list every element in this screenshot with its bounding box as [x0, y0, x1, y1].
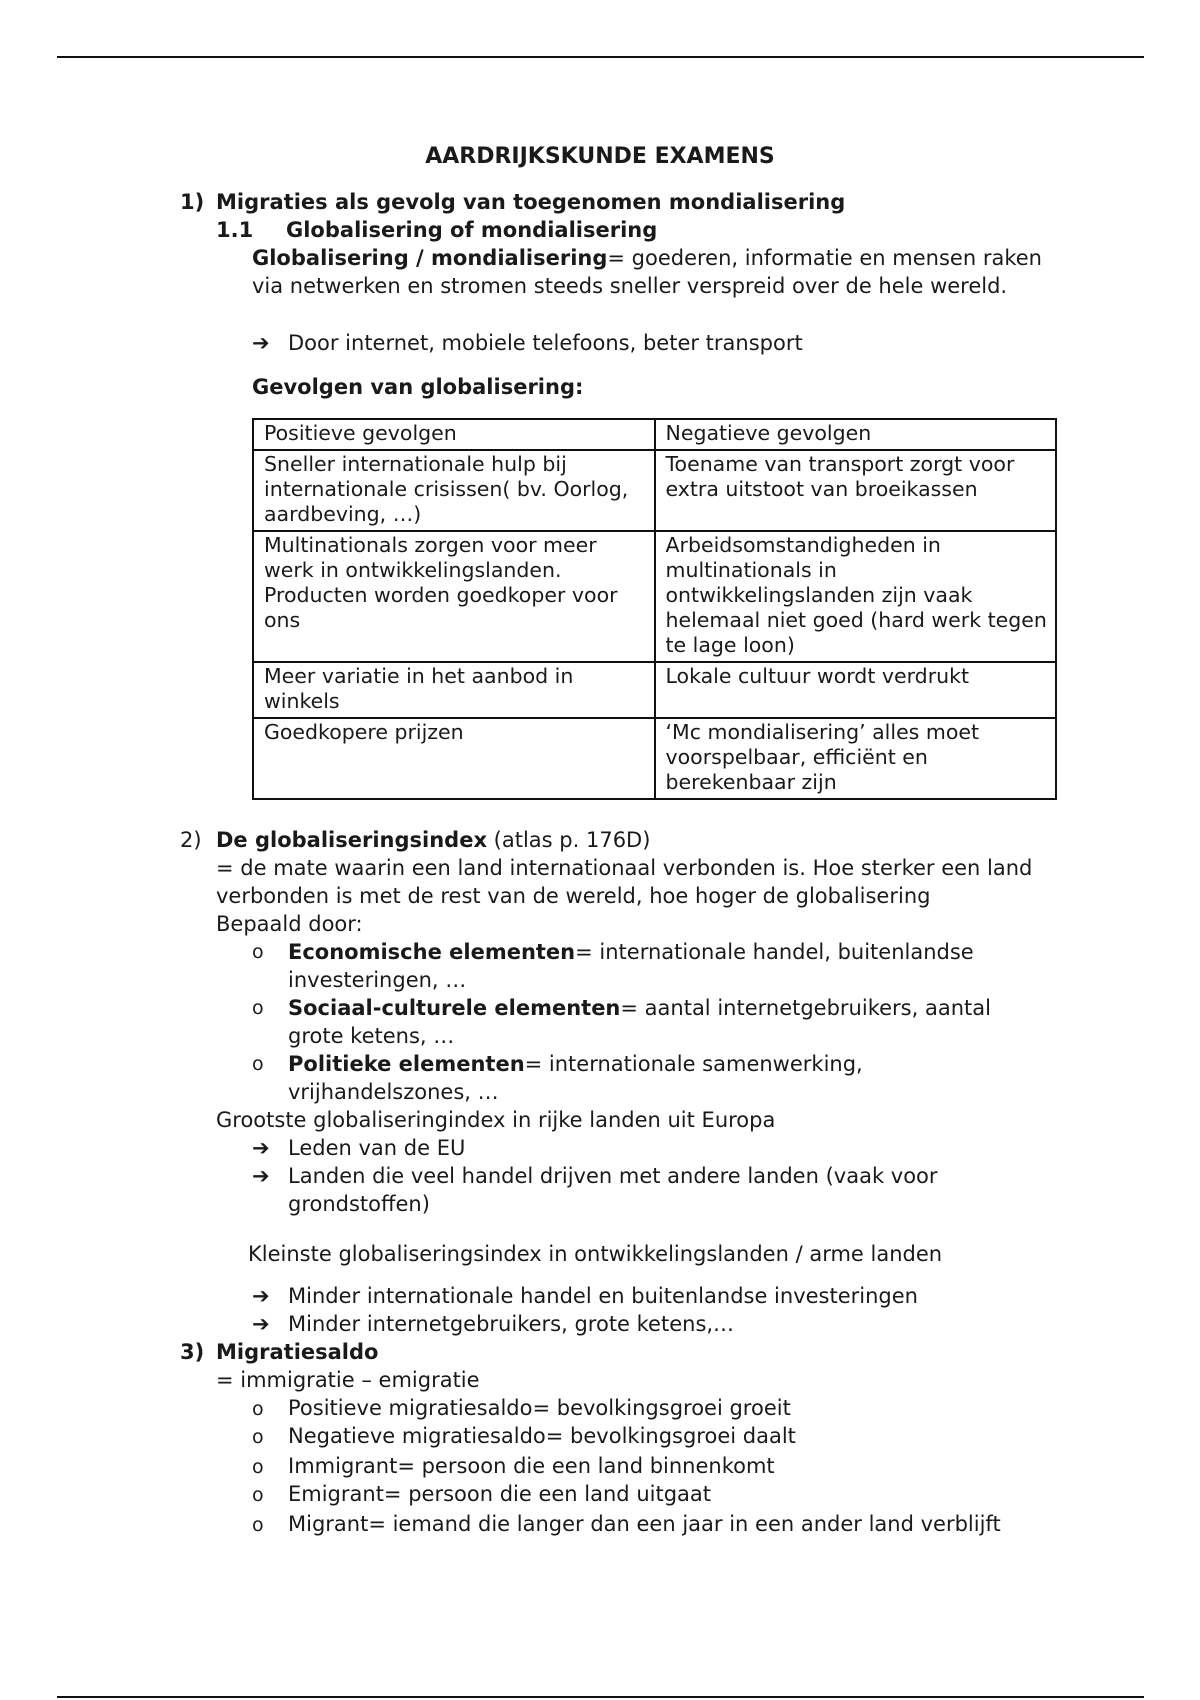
- list-item: [252, 938, 1052, 994]
- bullet-icon: o: [252, 1426, 264, 1448]
- table-cell: Meer variatie in het aanbod in winkels: [253, 662, 655, 718]
- section-3-number: 3): [180, 1340, 205, 1364]
- list-item-text: Minder internetgebruikers, grote ketens,…: [288, 1312, 735, 1336]
- table-header-row: [253, 419, 1056, 450]
- page-title: AARDRIJKSKUNDE EXAMENS: [425, 144, 775, 169]
- smallest-index-text: Kleinste globaliseringsindex in ontwikkelingslanden / arme landen: [248, 1242, 943, 1266]
- table-cell: Toename van transport zorgt voor extra uitstoot van broeikassen: [655, 450, 1057, 531]
- list-item-text: Leden van de EU: [288, 1136, 466, 1160]
- table-row: [253, 662, 1056, 718]
- table-cell: Goedkopere prijzen: [253, 718, 655, 799]
- globalisation-definition: [252, 244, 1052, 300]
- list-item-text: Minder internationale handel en buitenlandse investeringen: [288, 1284, 918, 1308]
- list-item: [252, 1162, 1002, 1218]
- section-1-heading: Migraties als gevolg van toegenomen mondialisering: [216, 190, 846, 214]
- bullet-icon: o: [252, 1514, 264, 1536]
- bullet-icon: o: [252, 1398, 264, 1420]
- table-cell: Lokale cultuur wordt verdrukt: [655, 662, 1057, 718]
- table-row: [253, 450, 1056, 531]
- section-3-heading: Migratiesaldo: [216, 1340, 379, 1364]
- list-item: [252, 1480, 711, 1509]
- determined-by: Bepaald door:: [216, 912, 363, 936]
- index-definition: = de mate waarin een land internationaal verbonden is. Hoe sterker een land verbonden is met de rest van de wereld, hoe hoger de globalisering: [216, 856, 1033, 908]
- header-rule: [57, 56, 1144, 58]
- element-term: Economische elementen: [288, 940, 576, 964]
- list-item-text: Immigrant= persoon die een land binnenkomt: [288, 1454, 775, 1478]
- bullet-icon: o: [252, 1053, 264, 1075]
- list-item: [252, 1050, 1052, 1106]
- table-header-negative: Negatieve gevolgen: [655, 419, 1057, 450]
- footer-rule: [57, 1696, 1144, 1698]
- list-item-text: Positieve migratiesaldo= bevolkingsgroei groeit: [288, 1396, 791, 1420]
- list-item-text: Landen die veel handel drijven met andere landen (vaak voor grondstoffen): [288, 1164, 938, 1216]
- table-cell: Arbeidsomstandigheden in multinationals in ontwikkelingslanden zijn vaak helemaal niet goed (hard werk tegen te lage loon): [655, 531, 1057, 662]
- largest-index-text: Grootste globaliseringindex in rijke landen uit Europa: [216, 1108, 776, 1132]
- list-item: [252, 1422, 796, 1451]
- bullet-icon: o: [252, 1456, 264, 1478]
- migration-balance-definition: = immigratie – emigratie: [216, 1368, 480, 1392]
- subsection-1-1-heading: Globalisering of mondialisering: [286, 218, 658, 242]
- element-term: Politieke elementen: [288, 1052, 525, 1076]
- list-item: [252, 1282, 918, 1310]
- globalisation-definition-text: = goederen, informatie en mensen raken via netwerken en stromen steeds sneller verspreid over de hele wereld.: [252, 246, 1042, 298]
- section-1-number: 1): [180, 190, 205, 214]
- bullet-icon: o: [252, 1484, 264, 1506]
- element-term: Sociaal-culturele elementen: [288, 996, 621, 1020]
- bullet-icon: o: [252, 997, 264, 1019]
- list-item: [252, 1394, 791, 1423]
- list-item: [252, 1134, 1052, 1162]
- effects-table: [252, 418, 1057, 800]
- arrow-icon: ➔: [252, 1164, 270, 1188]
- element-text: = internationale handel, buitenlandse investeringen, …: [288, 940, 974, 992]
- list-item: [252, 1510, 1001, 1539]
- arrow-icon: ➔: [252, 1284, 270, 1308]
- section-2-heading: De globaliseringsindex: [216, 828, 487, 852]
- arrow-icon: ➔: [252, 1312, 270, 1336]
- section-2-number: 2): [180, 828, 202, 852]
- element-text: = internationale samenwerking, vrijhandelszones, …: [288, 1052, 863, 1104]
- table-row: [253, 718, 1056, 799]
- globalisation-term: Globalisering / mondialisering: [252, 246, 608, 270]
- list-item: [252, 1310, 734, 1338]
- section-2-heading-line: [216, 826, 650, 854]
- arrow-item-text: Door internet, mobiele telefoons, beter transport: [288, 331, 803, 355]
- subsection-1-1-number: 1.1: [216, 218, 254, 242]
- table-header-positive: Positieve gevolgen: [253, 419, 655, 450]
- arrow-item: [252, 329, 803, 357]
- list-item-text: Migrant= iemand die langer dan een jaar in een ander land verblijft: [288, 1512, 1001, 1536]
- table-cell: Sneller internationale hulp bij internationale crisissen( bv. Oorlog, aardbeving, …): [253, 450, 655, 531]
- table-cell: ‘Mc mondialisering’ alles moet voorspelbaar, efficiënt en berekenbaar zijn: [655, 718, 1057, 799]
- element-text: = aantal internetgebruikers, aantal grote ketens, …: [288, 996, 991, 1048]
- section-2-heading-note: (atlas p. 176D): [487, 828, 651, 852]
- effects-heading: Gevolgen van globalisering:: [252, 375, 584, 399]
- list-item-text: Emigrant= persoon die een land uitgaat: [288, 1482, 711, 1506]
- arrow-icon: ➔: [252, 1136, 270, 1160]
- table-cell: Multinationals zorgen voor meer werk in ontwikkelingslanden. Producten worden goedkoper voor ons: [253, 531, 655, 662]
- bullet-icon: o: [252, 941, 264, 963]
- arrow-icon: ➔: [252, 331, 270, 355]
- list-item: [252, 1452, 775, 1481]
- list-item: [252, 994, 1052, 1050]
- table-row: [253, 531, 1056, 662]
- list-item-text: Negatieve migratiesaldo= bevolkingsgroei daalt: [288, 1424, 796, 1448]
